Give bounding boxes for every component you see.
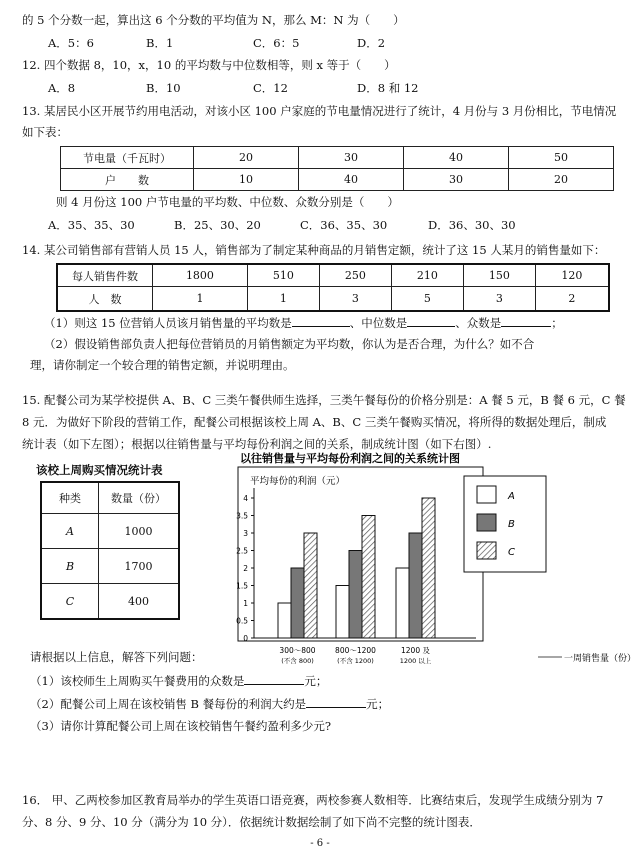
- table-cell: 1: [247, 287, 319, 312]
- bar-B-2: [409, 533, 422, 638]
- bar-A-0: [278, 603, 291, 638]
- option: D．36、30、30: [428, 218, 516, 232]
- table-cell: 20: [194, 147, 299, 169]
- table-cell: 1: [153, 287, 248, 312]
- y-tick-label: 0.5: [236, 616, 248, 626]
- table-header: 户 数: [61, 169, 194, 191]
- table-cell: 1000: [99, 514, 180, 549]
- table-cell: 3: [463, 287, 535, 312]
- q13-stem-2: 如下表：: [22, 125, 68, 139]
- q12-stem: 12. 四个数据 8，10，x，10 的平均数与中位数相等，则 x 等于（ ）: [22, 58, 396, 72]
- table-header: 数量（份）: [99, 482, 180, 514]
- bar-C-2: [422, 498, 435, 638]
- q14-table: [56, 263, 610, 312]
- table-cell: 5: [391, 287, 463, 312]
- table-cell: 510: [247, 264, 319, 287]
- q16-stem-2: 分、8 分、9 分、10 分（满分为 10 分）．依据统计数据绘制了如下尚不完整的统计图表．: [22, 815, 481, 829]
- option: C．36、35、30: [300, 218, 388, 232]
- table-cell: 400: [99, 584, 180, 620]
- table-header: 节电量（千瓦时）: [61, 147, 194, 169]
- legend-swatch-B: [477, 514, 496, 531]
- legend-label: A: [508, 491, 515, 502]
- bar-C-1: [362, 516, 375, 639]
- table-cell: 10: [194, 169, 299, 191]
- bar-A-1: [336, 586, 349, 639]
- x-category-label: (不含 1200): [337, 657, 374, 665]
- table-cell: 20: [509, 169, 614, 191]
- q15-stem-2: 8 元．为做好下阶段的营销工作，配餐公司根据该校上周 A、B、C 三类午餐购买情况，将所得的数据处理后，制成: [22, 415, 607, 429]
- bar-B-1: [349, 551, 362, 639]
- table-cell: 40: [404, 147, 509, 169]
- q14-part2: （2）假设销售部负责人把每位营销员的月销售额定为平均数，你认为是否合理，为什么？如不合: [44, 337, 535, 351]
- legend-swatch-C: [477, 542, 496, 559]
- option: B．1: [146, 36, 174, 50]
- q14-part1: （1）则这 15 位营销人员该月销售量的平均数是 、中位数是 、众数是 ；: [44, 316, 563, 330]
- table-header: 每人销售件数: [57, 264, 153, 287]
- table-header: 人 数: [57, 287, 153, 312]
- option: C．6：5: [253, 36, 300, 50]
- legend-label: B: [508, 519, 515, 530]
- y-tick-label: 2.5: [236, 546, 248, 556]
- q15-part1: （1）该校师生上周购买午餐费用的众数是 元；: [30, 674, 328, 688]
- q13-stem: 13. 某居民小区开展节约用电活动，对该小区 100 户家庭的节电量情况进行了统计，4 月份与 3 月份相比，节电情况: [22, 104, 617, 118]
- x-category-label: 1200 及: [401, 646, 430, 655]
- table-cell: 1700: [99, 549, 180, 584]
- q11-options: [48, 36, 385, 50]
- table-header: 种类: [41, 482, 99, 514]
- q16-stem-1: 16． 甲、乙两校参加区教育局举办的学生英语口语竞赛，两校参赛人数相等．比赛结束后，发现学生成绩分别为 7: [22, 793, 604, 807]
- profit-bar-chart: [228, 450, 637, 672]
- x-category-label: 1200 以上: [399, 657, 432, 665]
- option: D．8 和 12: [357, 81, 419, 95]
- table-cell: 2: [535, 287, 609, 312]
- bar-C-0: [304, 533, 317, 638]
- purchase-table: [40, 481, 180, 620]
- table-cell: 210: [391, 264, 463, 287]
- legend-swatch-A: [477, 486, 496, 503]
- option: A．5：6: [48, 36, 94, 50]
- q12-options: [48, 81, 418, 95]
- table-cell: 30: [404, 169, 509, 191]
- y-tick-label: 4: [243, 494, 248, 503]
- option: B．25、30、20: [174, 218, 261, 232]
- table-cell: 150: [463, 264, 535, 287]
- q15-stem-3: 统计表（如下左图）；根据以往销售量与平均每份利润之间的关系，制成统计图（如下右图）.: [22, 437, 492, 451]
- q11-tail: 的 5 个分数一起，算出这 6 个分数的平均值为 N，那么 M：N 为（ ）: [22, 13, 405, 27]
- q14-part2-cont: 理，请你制定一个较合理的销售定额，并说明理由。: [30, 358, 295, 372]
- table-cell: B: [41, 549, 99, 584]
- option: B．10: [146, 81, 181, 95]
- option: A．35、35、30: [48, 218, 135, 232]
- q13-table: [60, 146, 614, 191]
- x-category-label: (不含 800): [281, 657, 314, 665]
- bar-B-0: [291, 568, 304, 638]
- answer-blank[interactable]: [501, 315, 551, 327]
- option: D．2: [357, 36, 386, 50]
- table-cell: C: [41, 584, 99, 620]
- left-table-title: 该校上周购买情况统计表: [36, 463, 163, 477]
- y-tick-label: 3: [243, 529, 248, 538]
- q14-stem: 14. 某公司销售部有营销人员 15 人，销售部为了制定某种商品的月销售定额，统计了这 15 人某月的销售量如下：: [22, 243, 606, 257]
- table-cell: 120: [535, 264, 609, 287]
- answer-blank[interactable]: [306, 696, 366, 708]
- bar-A-2: [396, 568, 409, 638]
- answer-blank[interactable]: [292, 315, 350, 327]
- answer-blank[interactable]: [244, 673, 304, 685]
- legend-box: [464, 476, 546, 572]
- y-tick-label: 1: [243, 599, 248, 608]
- y-tick-label: 0: [243, 634, 248, 643]
- table-cell: 30: [299, 147, 404, 169]
- table-cell: A: [41, 514, 99, 549]
- page-number: - 6 -: [310, 838, 330, 849]
- legend-label: C: [508, 547, 515, 558]
- x-category-label: 300～800: [279, 646, 316, 655]
- table-cell: 250: [319, 264, 391, 287]
- option: A．8: [48, 81, 76, 95]
- y-tick-label: 1.5: [236, 581, 248, 591]
- option: C．12: [253, 81, 288, 95]
- y-tick-label: 3.5: [236, 511, 248, 521]
- chart-title: 以往销售量与平均每份利润之间的关系统计图: [240, 452, 460, 465]
- y-tick-label: 2: [243, 564, 248, 573]
- x-category-label: 800～1200: [335, 646, 376, 655]
- q15-part3: （3）请你计算配餐公司上周在该校销售午餐约盈利多少元?: [30, 719, 331, 733]
- q13-question: 则 4 月份这 100 户节电量的平均数、中位数、众数分别是（ ）: [56, 195, 399, 209]
- table-cell: 3: [319, 287, 391, 312]
- q15-stem-1: 15. 配餐公司为某学校提供 A、B、C 三类午餐供师生选择，三类午餐每份的价格分别是：A 餐 5 元，B 餐 6 元，C 餐: [22, 393, 626, 407]
- q15-part2: （2）配餐公司上周在该校销售 B 餐每份的利润大约是 元；: [30, 697, 390, 711]
- instructions: 请根据以上信息，解答下列问题：: [30, 650, 203, 664]
- answer-blank[interactable]: [407, 315, 455, 327]
- q13-options: [48, 218, 516, 232]
- table-cell: 40: [299, 169, 404, 191]
- table-cell: 1800: [153, 264, 248, 287]
- x-axis-label: 一周销售量（份）: [564, 654, 637, 664]
- y-axis-label: 平均每份的利润（元）: [250, 476, 346, 487]
- table-cell: 50: [509, 147, 614, 169]
